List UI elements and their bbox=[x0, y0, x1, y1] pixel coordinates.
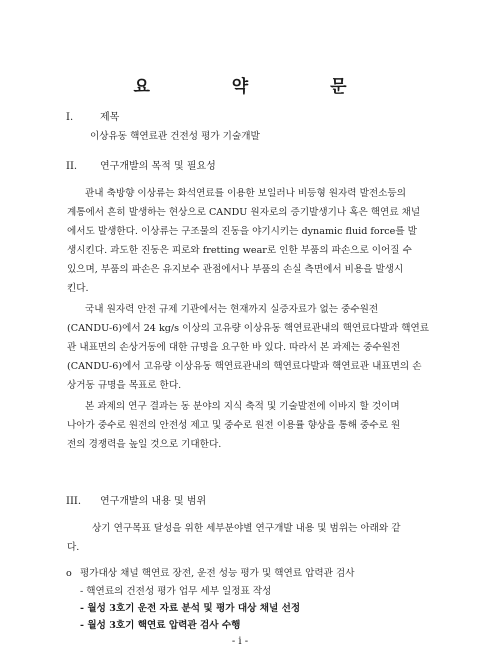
section-2-heading: 연구개발의 목적 및 필요성 bbox=[100, 161, 216, 172]
section-2-number: II. bbox=[66, 161, 78, 172]
section-1-heading: 제목 bbox=[100, 112, 120, 123]
section-3-bullet bbox=[66, 565, 355, 579]
section-1-content: 이상유동 핵연료관 건전성 평가 기술개발 bbox=[90, 131, 260, 142]
page-number: - i - bbox=[231, 636, 249, 647]
text-line: 나아가 중수로 원전의 안전성 제고 및 중수로 원전 이용률 향상을 통해 중수로 원 bbox=[67, 420, 401, 431]
section-1-number: I. bbox=[66, 112, 74, 123]
text-line: 계통에서 흔히 발생하는 현상으로 CANDU 원자로의 증기발생기나 혹은 핵연료 채널 bbox=[67, 207, 421, 218]
text-line: 에서도 발생한다. 이상류는 구조물의 진동을 야기시키는 dynamic fluid force를 발 bbox=[67, 226, 417, 237]
bullet-text: 평가대상 채널 핵연료 장전, 운전 성능 평가 및 핵연료 압력관 검사 bbox=[80, 568, 355, 579]
list-item: - 월성 3호기 핵연료 압력관 검사 수행 bbox=[80, 620, 241, 631]
text-line: 다. bbox=[67, 542, 80, 553]
section-1-header bbox=[66, 108, 119, 123]
text-line: 전의 경쟁력을 높일 것으로 기대한다. bbox=[67, 439, 222, 450]
section-2-header bbox=[66, 157, 216, 172]
section-3-heading: 연구개발의 내용 및 범위 bbox=[100, 496, 207, 507]
text-line: 관내 축방향 이상류는 화석연료를 이용한 보일러나 비등형 원자력 발전소등의 bbox=[85, 188, 406, 199]
text-line: 상거동 규명을 목표로 한다. bbox=[67, 380, 182, 391]
page-title: 요 약 문 bbox=[133, 77, 385, 97]
text-line: 킨다. bbox=[67, 283, 89, 294]
text-line: 본 과제의 연구 결과는 동 분야의 지식 축적 및 기술발전에 이바지 할 것이며 bbox=[85, 401, 400, 412]
text-line: (CANDU-6)에서 고유량 이상유동 핵연료관내의 핵연료다발과 핵연료관 내표면의 손 bbox=[67, 361, 422, 372]
section-3-header bbox=[66, 492, 206, 507]
section-3-number: III. bbox=[66, 496, 82, 507]
list-item: - 핵연료의 건전성 평가 업무 세부 일정표 작성 bbox=[80, 586, 272, 597]
text-line: 생시킨다. 과도한 진동은 피로와 fretting wear로 인한 부품의 파손으로 이어질 수 bbox=[67, 245, 412, 256]
text-line: (CANDU-6)에서 24 kg/s 이상의 고유량 이상유동 핵연료관내의 핵연료다발과 핵연료 bbox=[67, 323, 430, 334]
bullet-marker: o bbox=[66, 568, 72, 579]
text-line: 상기 연구목표 달성을 위한 세부분야별 연구개발 내용 및 범위는 아래와 같 bbox=[92, 523, 401, 534]
text-line: 관 내표면의 손상거동에 대한 규명을 요구한 바 있다. 따라서 본 과제는 중수원전 bbox=[67, 342, 401, 353]
list-item: - 월성 3호기 운전 자료 분석 및 평가 대상 채널 선정 bbox=[80, 603, 301, 614]
text-line: 국내 원자력 안전 규제 기관에서는 현재까지 실증자료가 없는 중수원전 bbox=[85, 304, 379, 315]
text-line: 있으며, 부품의 파손은 유지보수 관점에서나 부품의 손실 측면에서 비용을 발생시 bbox=[67, 264, 404, 275]
